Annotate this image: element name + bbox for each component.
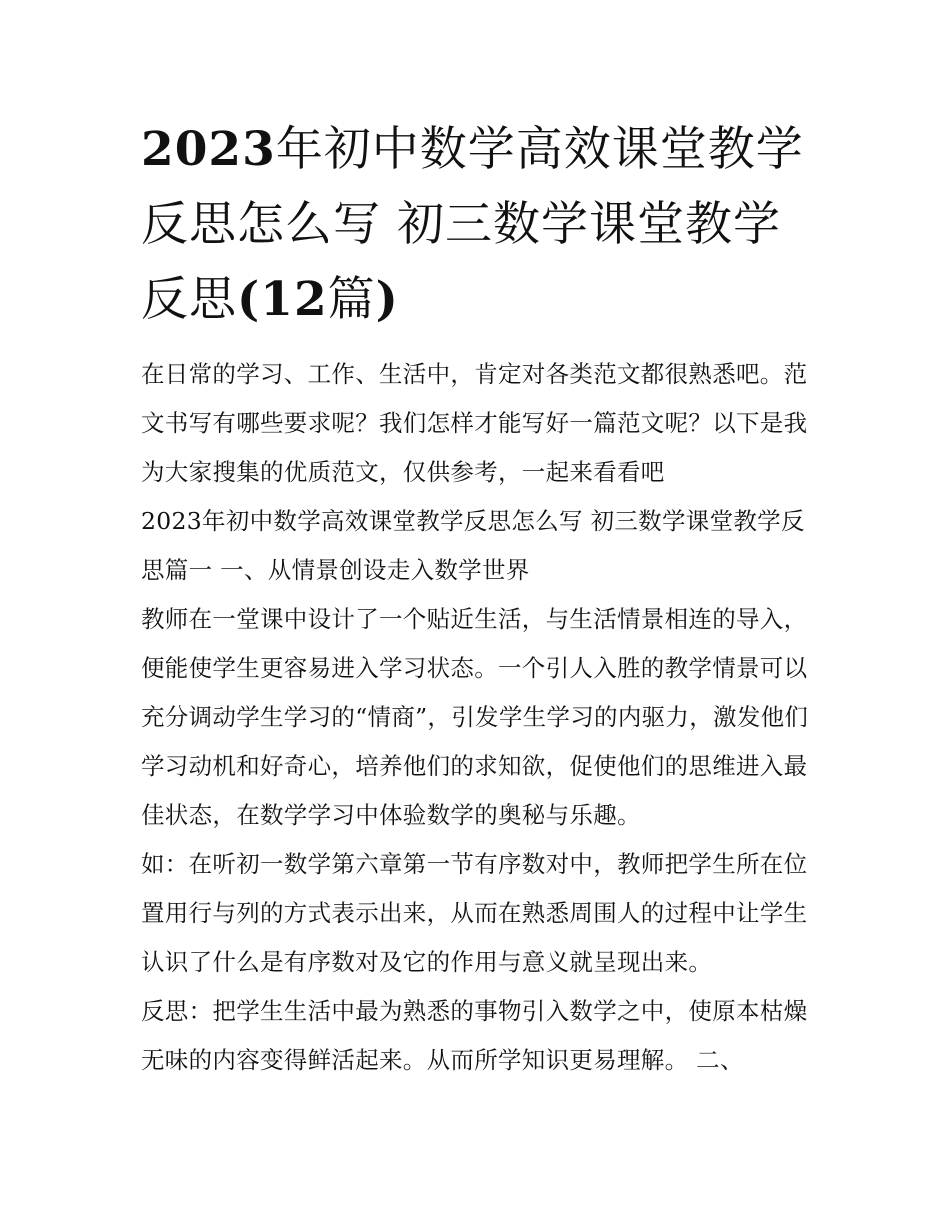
title-latin-run: ) [375, 272, 399, 327]
document-title: 2023年初中数学高效课堂教学反思怎么写 初三数学课堂教学反思(12篇) [141, 122, 804, 327]
title-latin-run: 2023 [141, 122, 276, 177]
paragraph-reflection: 反思：把学生生活中最为熟悉的事物引入数学之中，使原本枯燥无味的内容变得鲜活起来。从而所学知识更易理解。 二、 [141, 997, 808, 1074]
document-body [141, 350, 816, 1085]
paragraph-intro: 在日常的学习、工作、生活中，肯定对各类范文都很熟悉吧。范文书写有哪些要求呢？我们怎样才能写好一篇范文呢？以下是我为大家搜集的优质范文，仅供参考，一起来看看吧 [141, 360, 808, 486]
paragraph-situation-design: 教师在一堂课中设计了一个贴近生活，与生活情景相连的导入，便能使学生更容易进入学习状态。一个引人入胜的教学情景可以充分调动学生学习的“情商”，引发学生学习的内驱力，激发他们学习动机和好奇心，培养他们的求知欲，促使他们的思维进入最佳状态，在数学学习中体验数学的奥秘与乐趣。 [141, 605, 809, 829]
paragraph-example: 如：在听初一数学第六章第一节有序数对中，教师把学生所在位置用行与列的方式表示出来，从而在熟悉周围人的过程中让学生认识了什么是有序数对及它的作用与意义就呈现出来。 [141, 850, 808, 976]
paragraph-section-heading: 2023年初中数学高效课堂教学反思怎么写 初三数学课堂教学反思篇一 一、从情景创设走入数学世界 [141, 507, 805, 584]
title-latin-run: (12 [237, 272, 328, 327]
document-page [141, 112, 816, 1085]
